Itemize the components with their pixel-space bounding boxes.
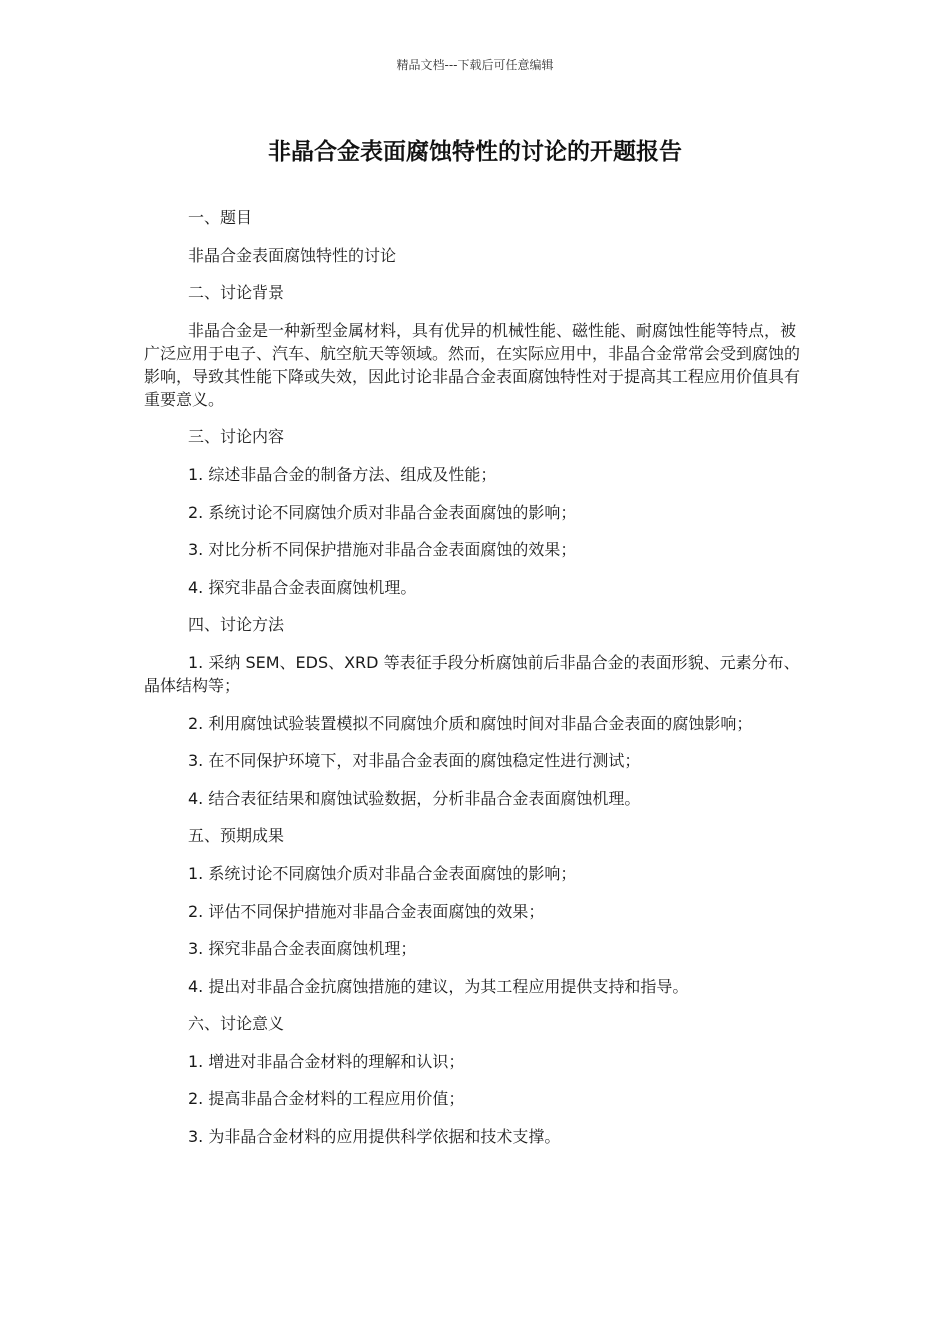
page-header: 精品文档---下载后可任意编辑 [396,58,554,72]
document-body [144,206,808,1163]
section-heading-method: 四、讨论方法 [188,615,285,635]
method-item: 3. 在不同保护环境下，对非晶合金表面的腐蚀稳定性进行测试； [188,751,641,771]
results-item: 1. 系统讨论不同腐蚀介质对非晶合金表面腐蚀的影响； [188,863,577,883]
section-heading-topic: 一、题目 [188,208,253,227]
document-title: 非晶合金表面腐蚀特性的讨论的开题报告 [268,139,682,165]
background-paragraph: 非晶合金是一种新型金属材料，具有优异的机械性能、磁性能、耐腐蚀性能等特点，被广泛应用于电子、汽车、航空航天等领域。然而，在实际应用中，非晶合金常常会受到腐蚀的影响，导致其性能下降或失效，因此讨论非晶合金表面腐蚀特性对于提高其工程应用价值具有重要意义。 [144,320,801,409]
content-item: 1. 综述非晶合金的制备方法、组成及性能； [188,464,497,484]
significance-item: 3. 为非晶合金材料的应用提供科学依据和技术支撑。 [188,1127,561,1147]
significance-item: 1. 增进对非晶合金材料的理解和认识； [188,1051,465,1071]
results-item: 4. 提出对非晶合金抗腐蚀措施的建议，为其工程应用提供支持和指导。 [188,976,689,996]
results-item: 3. 探究非晶合金表面腐蚀机理； [188,939,417,959]
content-item: 2. 系统讨论不同腐蚀介质对非晶合金表面腐蚀的影响； [188,502,577,522]
section-heading-content: 三、讨论内容 [188,427,285,447]
results-item: 2. 评估不同保护措施对非晶合金表面腐蚀的效果； [188,901,545,921]
topic-text: 非晶合金表面腐蚀特性的讨论 [188,245,397,265]
method-item: 2. 利用腐蚀试验装置模拟不同腐蚀介质和腐蚀时间对非晶合金表面的腐蚀影响； [188,713,753,733]
section-heading-background: 二、讨论背景 [188,283,285,303]
method-item: 4. 结合表征结果和腐蚀试验数据，分析非晶合金表面腐蚀机理。 [188,788,641,808]
method-item: 1. 采纳 SEM、EDS、XRD 等表征手段分析腐蚀前后非晶合金的表面形貌、元素分布、晶体结构等； [144,652,800,695]
content-item: 3. 对比分析不同保护措施对非晶合金表面腐蚀的效果； [188,540,577,560]
section-heading-results: 五、预期成果 [188,826,285,846]
content-item: 4. 探究非晶合金表面腐蚀机理。 [188,577,417,597]
significance-item: 2. 提高非晶合金材料的工程应用价值； [188,1089,465,1109]
section-heading-significance: 六、讨论意义 [188,1014,285,1034]
